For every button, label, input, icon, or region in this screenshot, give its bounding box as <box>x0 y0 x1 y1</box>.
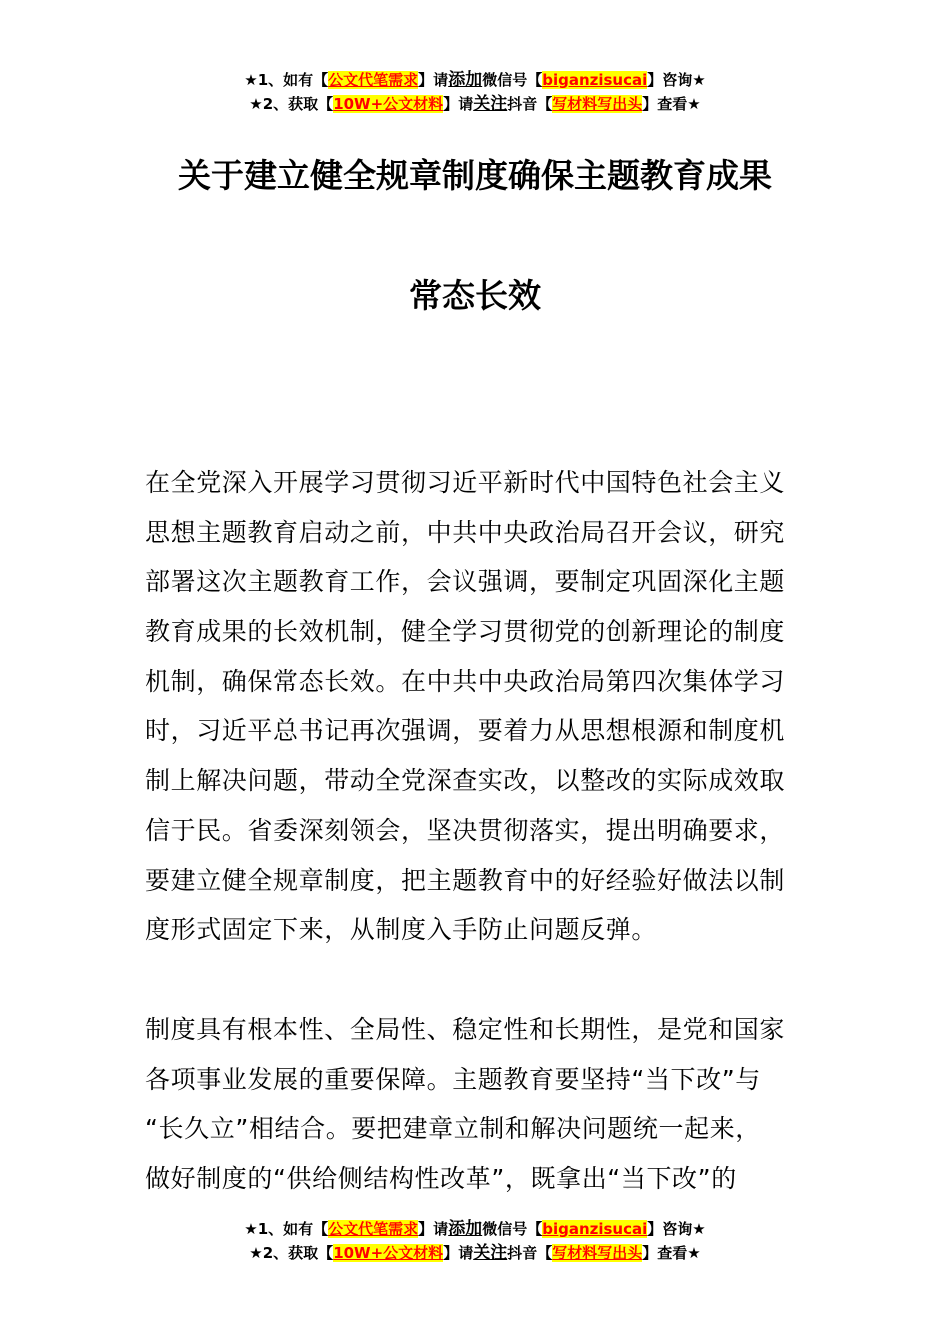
text-line: 各项事业发展的重要保障。主题教育要坚持“当下改”与 <box>145 1064 761 1094</box>
banner-text: 微信号【 <box>482 71 543 89</box>
text-line: 信于民。省委深刻领会，坚决贯彻落实，提出明确要求， <box>145 815 786 845</box>
banner-text: 】请 <box>418 71 449 89</box>
text-line: 制度具有根本性、全局性、稳定性和长期性，是党和国家 <box>145 1015 786 1044</box>
text-line: 部署这次主题教育工作，会议强调，要制定巩固深化主题 <box>145 567 786 597</box>
banner-line-2 <box>0 1241 950 1265</box>
banner-text: 抖音【 <box>507 95 553 113</box>
banner-text: ★2、获取【 <box>249 95 334 113</box>
highlight: 10W+公文材料 <box>333 95 444 113</box>
banner-line-1 <box>0 1217 950 1241</box>
text-line: “长久立”相结合。要把建章立制和解决问题统一起来， <box>145 1114 761 1144</box>
text-line: 要建立健全规章制度，把主题教育中的好经验好做法以制 <box>145 865 786 895</box>
text-line: 度形式固定下来，从制度入手防止问题反弹。 <box>145 915 658 945</box>
banner-text: 】请 <box>443 1244 474 1262</box>
text-line: 在全党深入开展学习贯彻习近平新时代中国特色社会主义 <box>145 468 786 497</box>
banner-text: ★1、如有【 <box>244 1220 329 1238</box>
banner-text: 微信号【 <box>482 1220 543 1238</box>
document-title-line-1: 关于建立健全规章制度确保主题教育成果 <box>178 156 772 195</box>
banner-text: 】咨询★ <box>647 1220 706 1238</box>
banner-text: 】请 <box>443 95 474 113</box>
highlight: 公文代笔需求 <box>328 1220 419 1238</box>
text-line: 制上解决问题，带动全党深查实改，以整改的实际成效取 <box>145 766 786 796</box>
text-line: 时，习近平总书记再次强调，要着力从思想根源和制度机 <box>145 716 786 746</box>
banner-text: 】咨询★ <box>647 71 706 89</box>
highlight: 公文代笔需求 <box>328 71 419 89</box>
highlight: 写材料写出头 <box>552 1244 643 1262</box>
text-line: 机制，确保常态长效。在中共中央政治局第四次集体学习 <box>145 666 786 696</box>
text-line: 做好制度的“供给侧结构性改革”，既拿出“当下改”的 <box>145 1164 737 1194</box>
banner-emphasis: 关注 <box>473 94 508 114</box>
highlight: biganzisucai <box>542 71 648 89</box>
banner-line-2 <box>0 92 950 116</box>
banner-text: ★1、如有【 <box>244 71 329 89</box>
banner-emphasis: 添加 <box>448 1219 483 1239</box>
paragraph-2 <box>145 1005 810 1204</box>
banner-text: ★2、获取【 <box>249 1244 334 1262</box>
banner-text: 】查看★ <box>642 1244 701 1262</box>
text-line: 思想主题教育启动之前，中共中央政治局召开会议，研究 <box>145 517 786 547</box>
document-title-line-2: 常态长效 <box>409 276 541 315</box>
highlight: 10W+公文材料 <box>333 1244 444 1262</box>
header-banner <box>0 68 950 116</box>
banner-line-1 <box>0 68 950 92</box>
paragraph-1 <box>145 458 810 955</box>
banner-emphasis: 添加 <box>448 70 483 90</box>
footer-banner <box>0 1217 950 1265</box>
banner-emphasis: 关注 <box>473 1243 508 1263</box>
banner-text: 】查看★ <box>642 95 701 113</box>
text-line: 教育成果的长效机制，健全学习贯彻党的创新理论的制度 <box>145 617 786 647</box>
highlight: biganzisucai <box>542 1220 648 1238</box>
banner-text: 抖音【 <box>507 1244 553 1262</box>
highlight: 写材料写出头 <box>552 95 643 113</box>
banner-text: 】请 <box>418 1220 449 1238</box>
